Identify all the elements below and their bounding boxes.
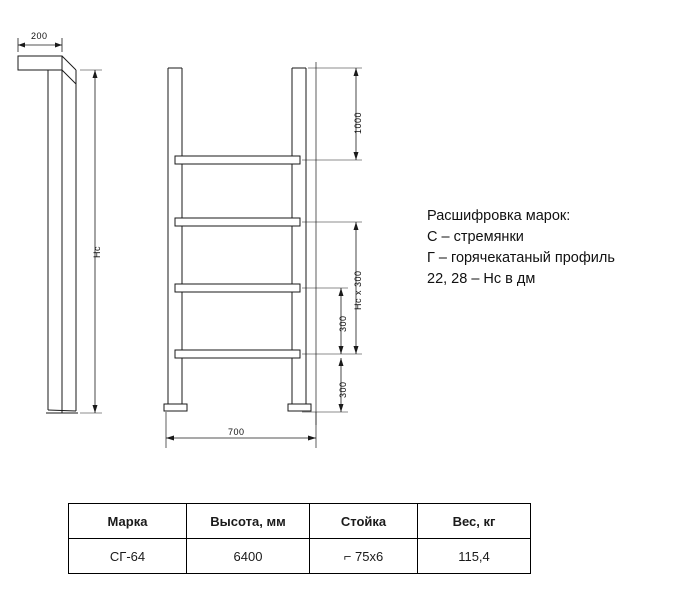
cell-weight: 115,4 — [418, 539, 531, 574]
table-header-mark: Марка — [69, 504, 187, 539]
dim-segment-mid-label: Hc х 300 — [353, 270, 363, 310]
mark-legend — [427, 206, 671, 290]
dim-segment-top-label: 1000 — [353, 111, 363, 134]
dim-segment-300-b-label: 300 — [338, 381, 348, 398]
dim-top-width-label: 200 — [31, 31, 48, 41]
cell-mark: СГ-64 — [69, 539, 187, 574]
dim-segment-300-a-label: 300 — [338, 315, 348, 332]
table-header-row — [69, 504, 531, 539]
table-header-post: Стойка — [310, 504, 418, 539]
legend-title: Расшифровка марок: — [427, 208, 571, 224]
dim-left-height-label: Hc — [92, 246, 102, 258]
legend-line-1: С – стремянки — [427, 229, 524, 245]
cell-post: ⌐ 75х6 — [310, 539, 418, 574]
table-header-height: Высота, мм — [187, 504, 310, 539]
dim-bottom-width-label: 700 — [228, 427, 245, 437]
legend-line-3: 22, 28 – Hc в дм — [427, 271, 536, 287]
table-row — [69, 539, 531, 574]
legend-line-2: Г – горячекатаный профиль — [427, 250, 615, 266]
cell-height: 6400 — [187, 539, 310, 574]
spec-table — [68, 503, 531, 574]
table-header-weight: Вес, кг — [418, 504, 531, 539]
